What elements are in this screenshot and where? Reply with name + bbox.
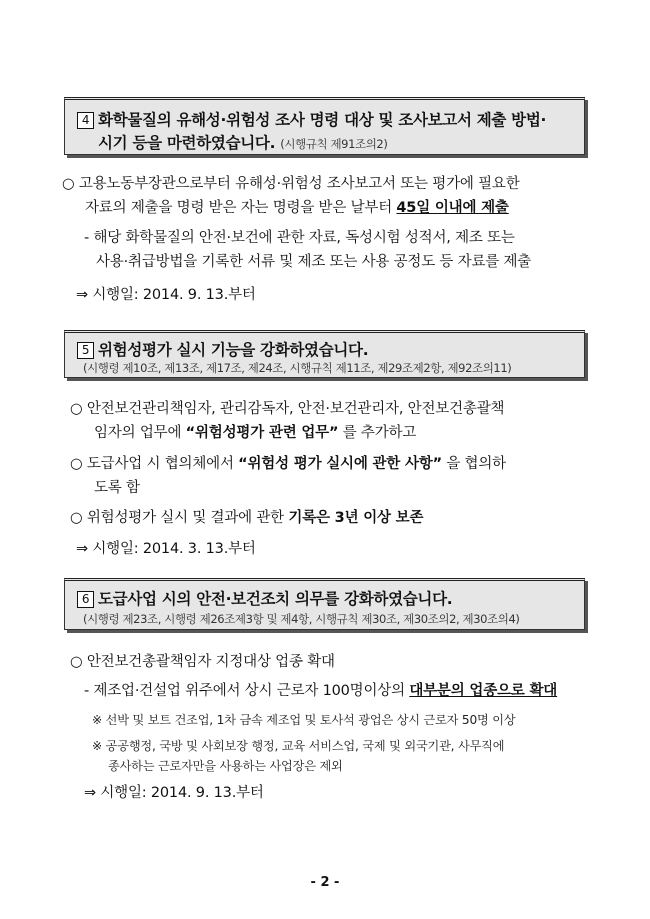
- section-number: 4: [77, 112, 94, 129]
- emphasis: “위험성 평가 실시에 관한 사항”: [238, 456, 442, 472]
- section-number: 6: [77, 591, 94, 608]
- s6-note2-line1: ※ 공공행정, 국방 및 사회보장 행정, 교육 서비스업, 국제 및 외국기관, 사무직에: [92, 739, 505, 753]
- section-ref: (시행령 제23조, 시행령 제26조제3항 및 제4항, 시행규칙 제30조, 제30조의2, 제30조의4): [83, 612, 520, 626]
- section-ref: (시행규칙 제91조의2): [280, 137, 388, 151]
- page-number: - 2 -: [310, 875, 340, 890]
- section-title-line1: 도급사업 시의 안전·보건조치 의무를 강화하였습니다.: [98, 590, 453, 608]
- section-4-header: [64, 97, 585, 155]
- s6-effective-date: ⇒ 시행일: 2014. 9. 13.부터: [84, 785, 264, 801]
- emphasis: “위험성평가 관련 업무”: [185, 425, 339, 441]
- s6-bullet1: ○ 안전보건총괄책임자 지정대상 업종 확대: [70, 654, 335, 670]
- section-ref: (시행령 제10조, 제13조, 제17조, 제24조, 시행규칙 제11조, 제29조제2항, 제92조의11): [83, 361, 512, 375]
- s5-bullet1-line1: ○ 안전보건관리책임자, 관리감독자, 안전·보건관리자, 안전보건총괄책: [70, 401, 505, 417]
- s5-bullet2-line1: ○ 도급사업 시 협의체에서 “위험성 평가 실시에 관한 사항” 을 협의하: [70, 456, 506, 472]
- emphasis: 기록은 3년 이상 보존: [288, 510, 424, 526]
- s6-note2-line2: 종사하는 근로자만을 사용하는 사업장은 제외: [108, 759, 343, 773]
- s5-bullet1-line2: 임자의 업무에 “위험성평가 관련 업무” 를 추가하고: [94, 425, 417, 441]
- s4-dash1-line2: 사용·취급방법을 기록한 서류 및 제조 또는 사용 공정도 등 자료를 제출: [96, 254, 532, 270]
- section-5-header: [64, 330, 585, 378]
- s4-bullet1-line2: 자료의 제출을 명령 받은 자는 명령을 받은 날부터 45일 이내에 제출: [85, 200, 509, 216]
- s4-dash1-line1: - 해당 화학물질의 안전·보건에 관한 자료, 독성시험 성적서, 제조 또는: [84, 230, 515, 246]
- section-number: 5: [77, 342, 94, 359]
- s6-note1: ※ 선박 및 보트 건조업, 1차 금속 제조업 및 토사석 광업은 상시 근로자 50명 이상: [92, 713, 516, 727]
- s5-bullet2-line2: 도록 함: [94, 480, 140, 496]
- section-title-line1: 화학물질의 유해성·위험성 조사 명령 대상 및 조사보고서 제출 방법·: [98, 111, 547, 129]
- s5-effective-date: ⇒ 시행일: 2014. 3. 13.부터: [76, 541, 256, 557]
- s5-bullet3: ○ 위험성평가 실시 및 결과에 관한 기록은 3년 이상 보존: [70, 510, 424, 526]
- s4-effective-date: ⇒ 시행일: 2014. 9. 13.부터: [76, 287, 256, 303]
- section-title-line2: 시기 등을 마련하였습니다.: [98, 134, 276, 152]
- s4-bullet1-line1: ○ 고용노동부장관으로부터 유해성·위험성 조사보고서 또는 평가에 필요한: [62, 176, 520, 192]
- emphasis: 45일 이내에 제출: [396, 200, 509, 216]
- section-title-line1: 위험성평가 실시 기능을 강화하였습니다.: [98, 341, 369, 359]
- section-6-header: [64, 578, 585, 630]
- s6-dash1: - 제조업·건설업 위주에서 상시 근로자 100명이상의 대부분의 업종으로 확대: [84, 683, 558, 699]
- emphasis: 대부분의 업종으로 확대: [409, 683, 558, 699]
